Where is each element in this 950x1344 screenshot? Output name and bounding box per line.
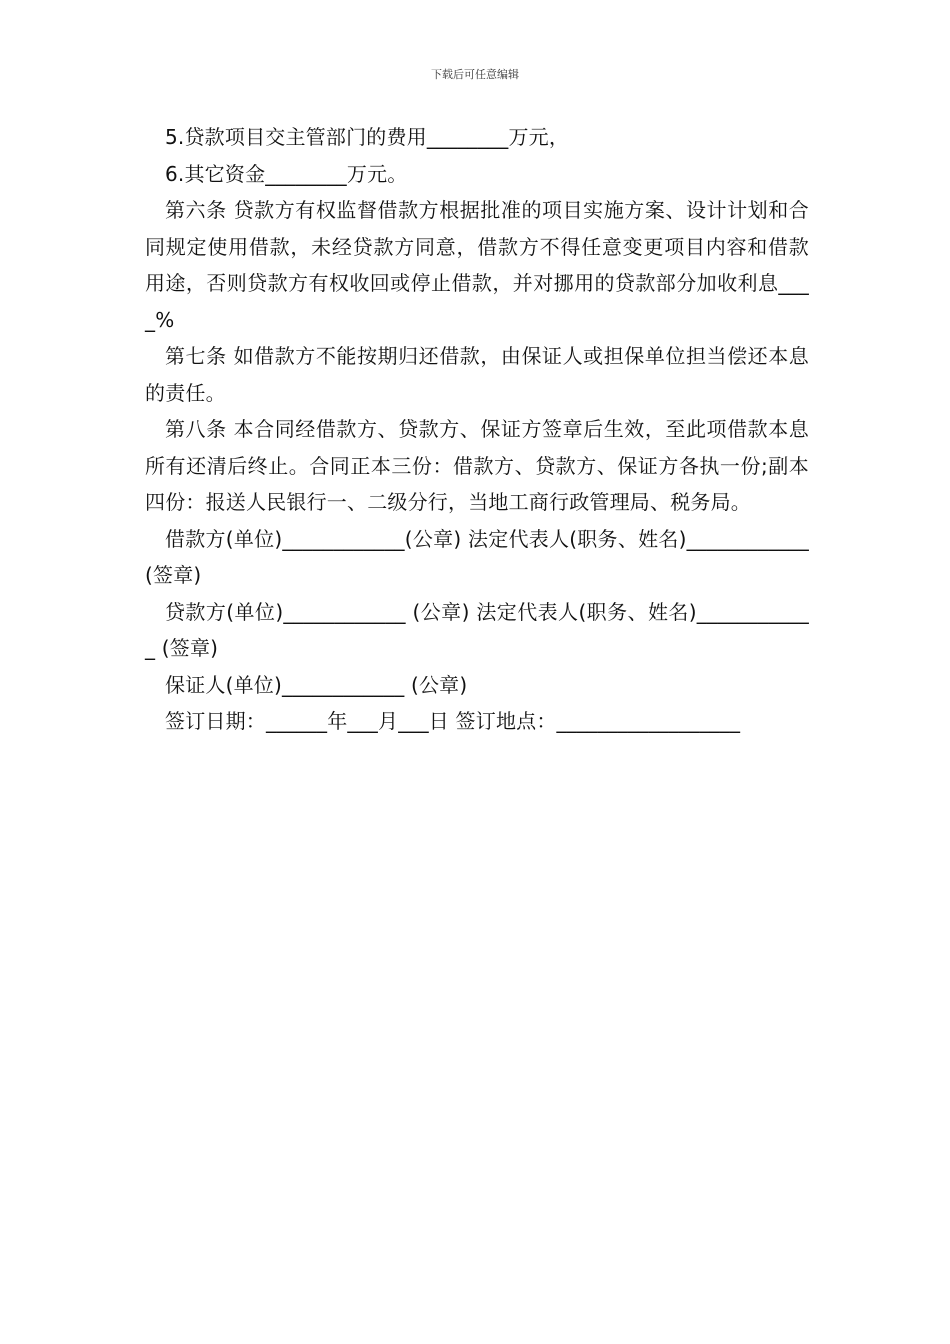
signing-date-place-line: 签订日期：______年___月___日 签订地点：__________________	[165, 709, 741, 733]
article-6: 第六条 贷款方有权监督借款方根据批准的项目实施方案、设计计划和合同规定使用借款，未经贷款方同意，借款方不得任意变更项目内容和借款用途，否则贷款方有权收回或停止借款，并对挪用的贷款部分加收利息____%	[145, 198, 809, 332]
article-7: 第七条 如借款方不能按期归还借款，由保证人或担保单位担当偿还本息的责任。	[145, 344, 809, 405]
article-8: 第八条 本合同经借款方、贷款方、保证方签章后生效，至此项借款本息所有还清后终止。合同正本三份：借款方、贷款方、保证方各执一份;副本四份：报送人民银行一、二级分行，当地工商行政管理局、税务局。	[145, 417, 809, 514]
borrower-signature-line: 借款方(单位)____________(公章) 法定代表人(职务、姓名)____________ (签章)	[145, 526, 809, 587]
clause-item-6: 6.其它资金________万元。	[165, 161, 408, 186]
guarantor-signature-line: 保证人(单位)____________ (公章)	[165, 672, 468, 697]
lender-signature-line: 贷款方(单位)____________ (公章) 法定代表人(职务、姓名)____________ (签章)	[145, 599, 809, 660]
document-body	[145, 119, 809, 740]
clause-item-5: 5.贷款项目交主管部门的费用________万元，	[165, 125, 570, 149]
page-header: 下载后可任意编辑	[431, 68, 519, 81]
